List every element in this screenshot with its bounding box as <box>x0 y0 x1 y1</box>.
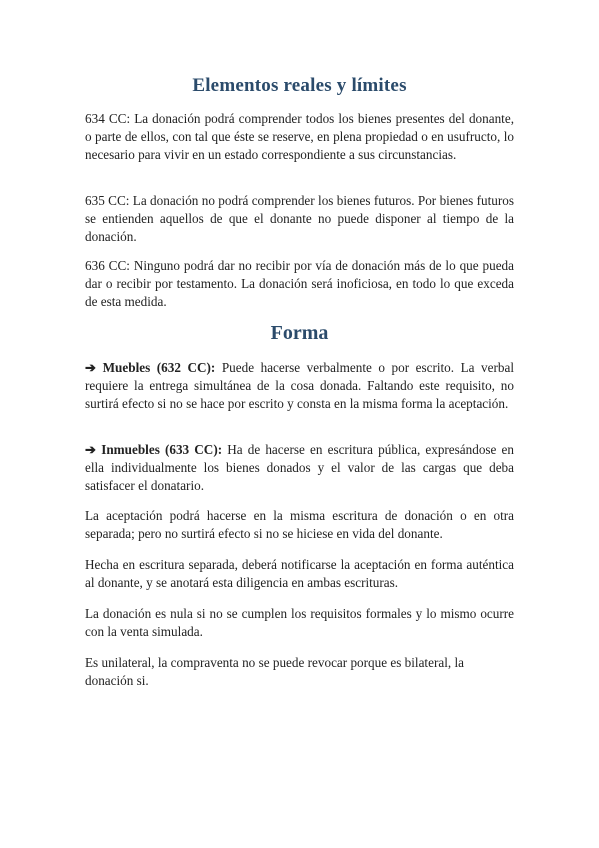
inmuebles-label: Inmuebles (633 CC): <box>101 442 223 457</box>
muebles-label: Muebles (632 CC): <box>102 360 216 375</box>
section-title-elementos: Elementos reales y límites <box>192 75 407 96</box>
paragraph-634: 634 CC: La donación podrá comprender todos los bienes presentes del donante, o parte de ellos, con tal que éste se reserve, en plena propiedad o en usufructo, lo necesario para vivir en un estado correspondiente a sus circunstancias. <box>85 111 514 162</box>
paragraph-636: 636 CC: Ninguno podrá dar no recibir por vía de donación más de lo que pueda dar o recibir por testamento. La donación será inoficiosa, en todo lo que exceda de esta medida. <box>85 258 514 309</box>
paragraph-aceptacion: La aceptación podrá hacerse en la misma escritura de donación o en otra separada; pero no surtirá efecto si no se hiciese en vida del donante. <box>85 508 514 541</box>
arrow-right-icon: ➔ <box>85 360 97 375</box>
muebles-text: Puede hacerse verbalmente o por escrito. La verbal requiere la entrega simultánea de la cosa donada. Faltando este requisito, no surtirá efecto si no se hace por escrito y consta en la misma forma la aceptación. <box>85 360 515 411</box>
paragraph-escritura-separada: Hecha en escritura separada, deberá notificarse la aceptación en forma auténtica al donante, y se anotará esta diligencia en ambas escrituras. <box>85 557 514 590</box>
paragraph-635: 635 CC: La donación no podrá comprender los bienes futuros. Por bienes futuros se entienden aquellos de que el donante no puede disponer al tiempo de la donación. <box>85 193 514 244</box>
arrow-right-icon: ➔ <box>85 442 97 457</box>
inmuebles-text: Ha de hacerse en escritura pública, expresándose en ella individualmente los bienes donados y el valor de las cargas que deba satisfacer el donatario. <box>85 442 514 493</box>
paragraph-muebles <box>85 359 514 412</box>
paragraph-unilateral: Es unilateral, la compraventa no se puede revocar porque es bilateral, la donación si. <box>85 655 464 688</box>
paragraph-inmuebles <box>85 441 514 494</box>
paragraph-nulidad: La donación es nula si no se cumplen los requisitos formales y lo mismo ocurre con la venta simulada. <box>85 606 514 639</box>
section-title-forma: Forma <box>270 322 329 344</box>
